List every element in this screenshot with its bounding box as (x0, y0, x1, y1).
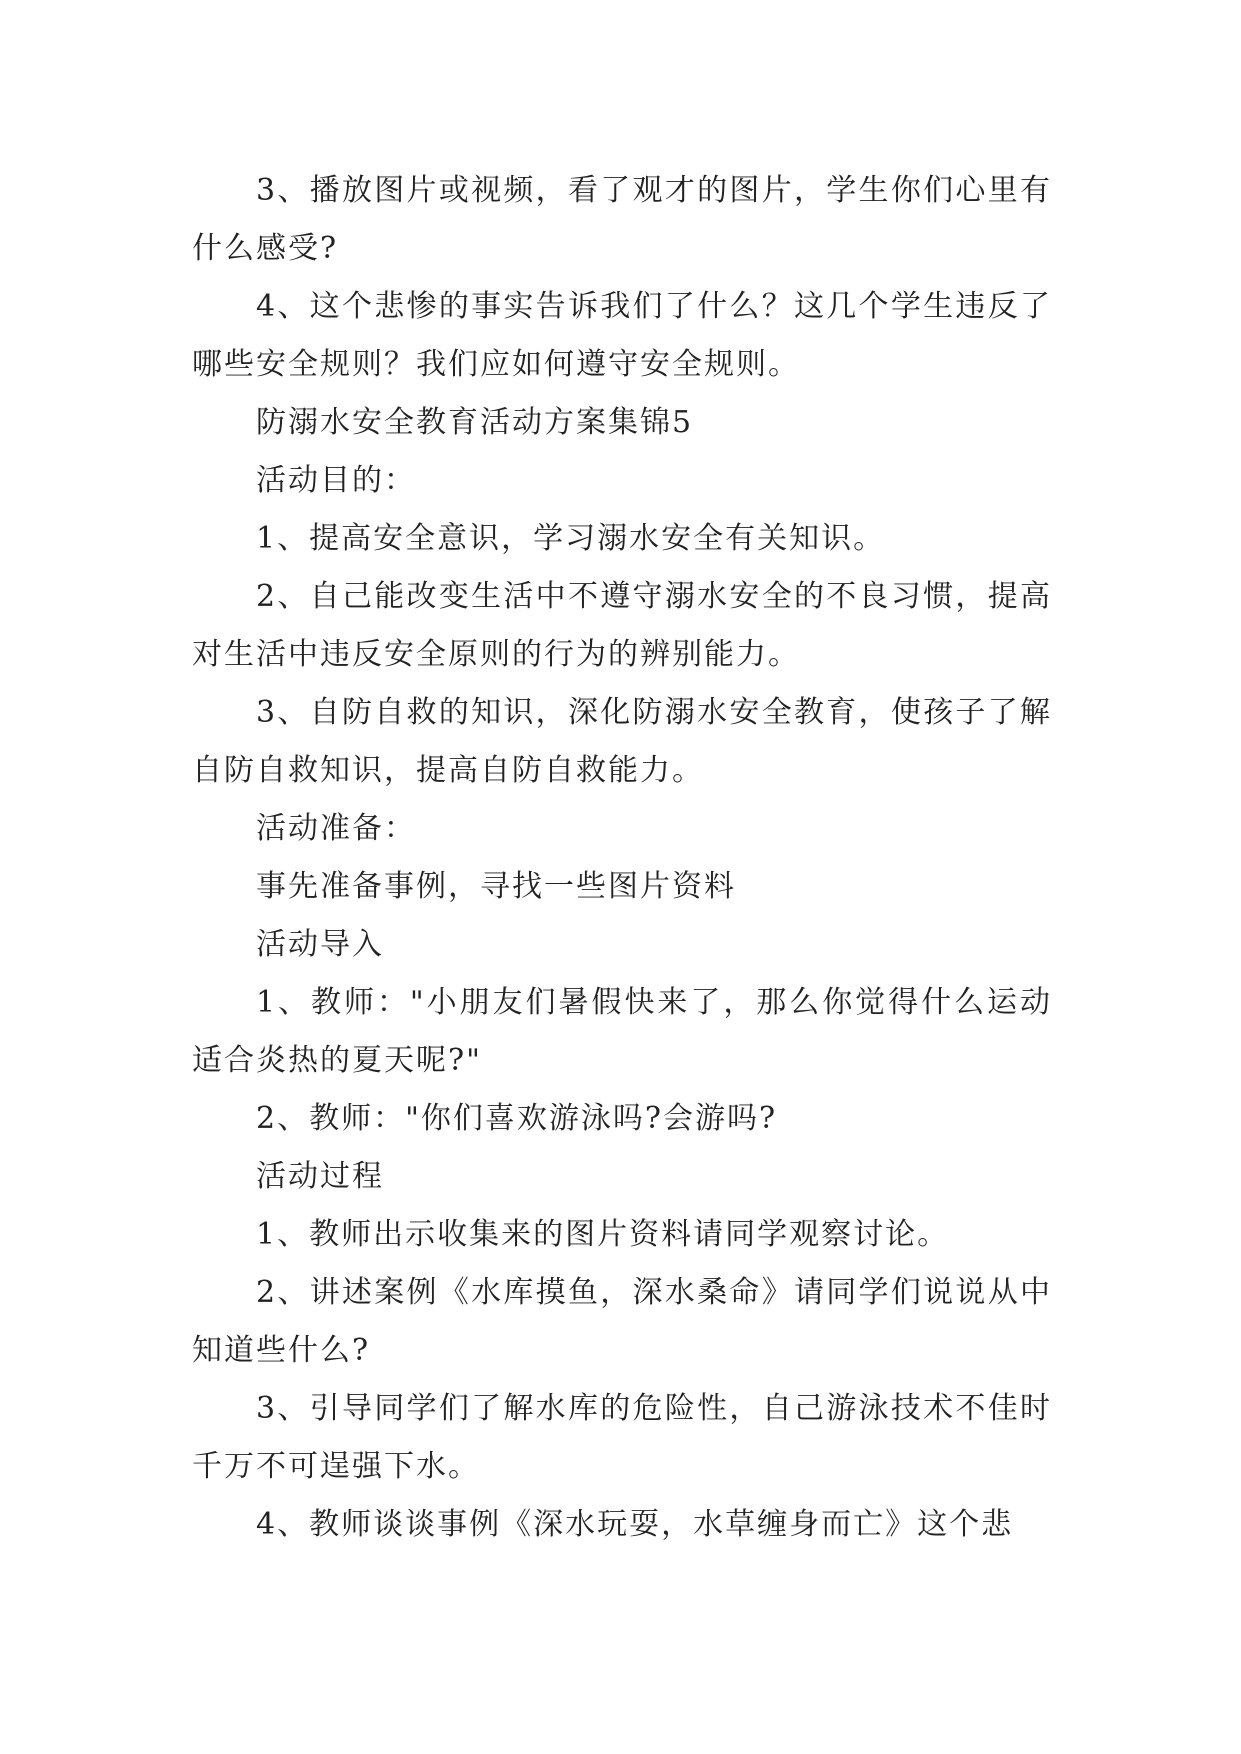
section-heading: 防溺水安全教育活动方案集锦5 (256, 405, 694, 440)
paragraph-process-1: 1、教师出示收集来的图片资料请同学观察讨论。 (256, 1217, 950, 1252)
paragraph-goal-2: 2、自己能改变生活中不遵守溺水安全的不良习惯，提高对生活中违反安全原则的行为的辨别能力。 (192, 579, 1052, 672)
paragraph-2: 4、这个悲惨的事实告诉我们了什么？这几个学生违反了哪些安全规则？我们应如何遵守安全规则。 (192, 289, 1052, 382)
paragraph-goal-3: 3、自防自救的知识，深化防溺水安全教育，使孩子了解自防自救知识，提高自防自救能力。 (192, 695, 1052, 788)
paragraph-process-3: 3、引导同学们了解水库的危险性，自己游泳技术不佳时千万不可逞强下水。 (192, 1391, 1052, 1484)
paragraph-1: 3、播放图片或视频，看了观才的图片，学生你们心里有什么感受? (192, 173, 1052, 266)
paragraph-process-4: 4、教师谈谈事例《深水玩耍，水草缠身而亡》这个悲 (256, 1507, 1014, 1542)
paragraph-prep-detail: 事先准备事例，寻找一些图片资料 (256, 869, 736, 904)
paragraph-intro-1: 1、教师："小朋友们暑假快来了，那么你觉得什么运动适合炎热的夏天呢?" (192, 985, 1052, 1078)
document-body (192, 162, 1052, 1554)
paragraph-goal-1: 1、提高安全意识，学习溺水安全有关知识。 (256, 521, 886, 556)
paragraph-intro-2: 2、教师："你们喜欢游泳吗?会游吗? (256, 1101, 778, 1136)
paragraph-process-2: 2、讲述案例《水库摸鱼，深水桑命》请同学们说说从中知道些什么? (192, 1275, 1052, 1368)
paragraph-activity-prep: 活动准备： (256, 811, 416, 846)
paragraph-activity-process: 活动过程 (256, 1159, 384, 1194)
paragraph-activity-goal: 活动目的： (256, 463, 416, 498)
paragraph-activity-intro: 活动导入 (256, 927, 384, 962)
